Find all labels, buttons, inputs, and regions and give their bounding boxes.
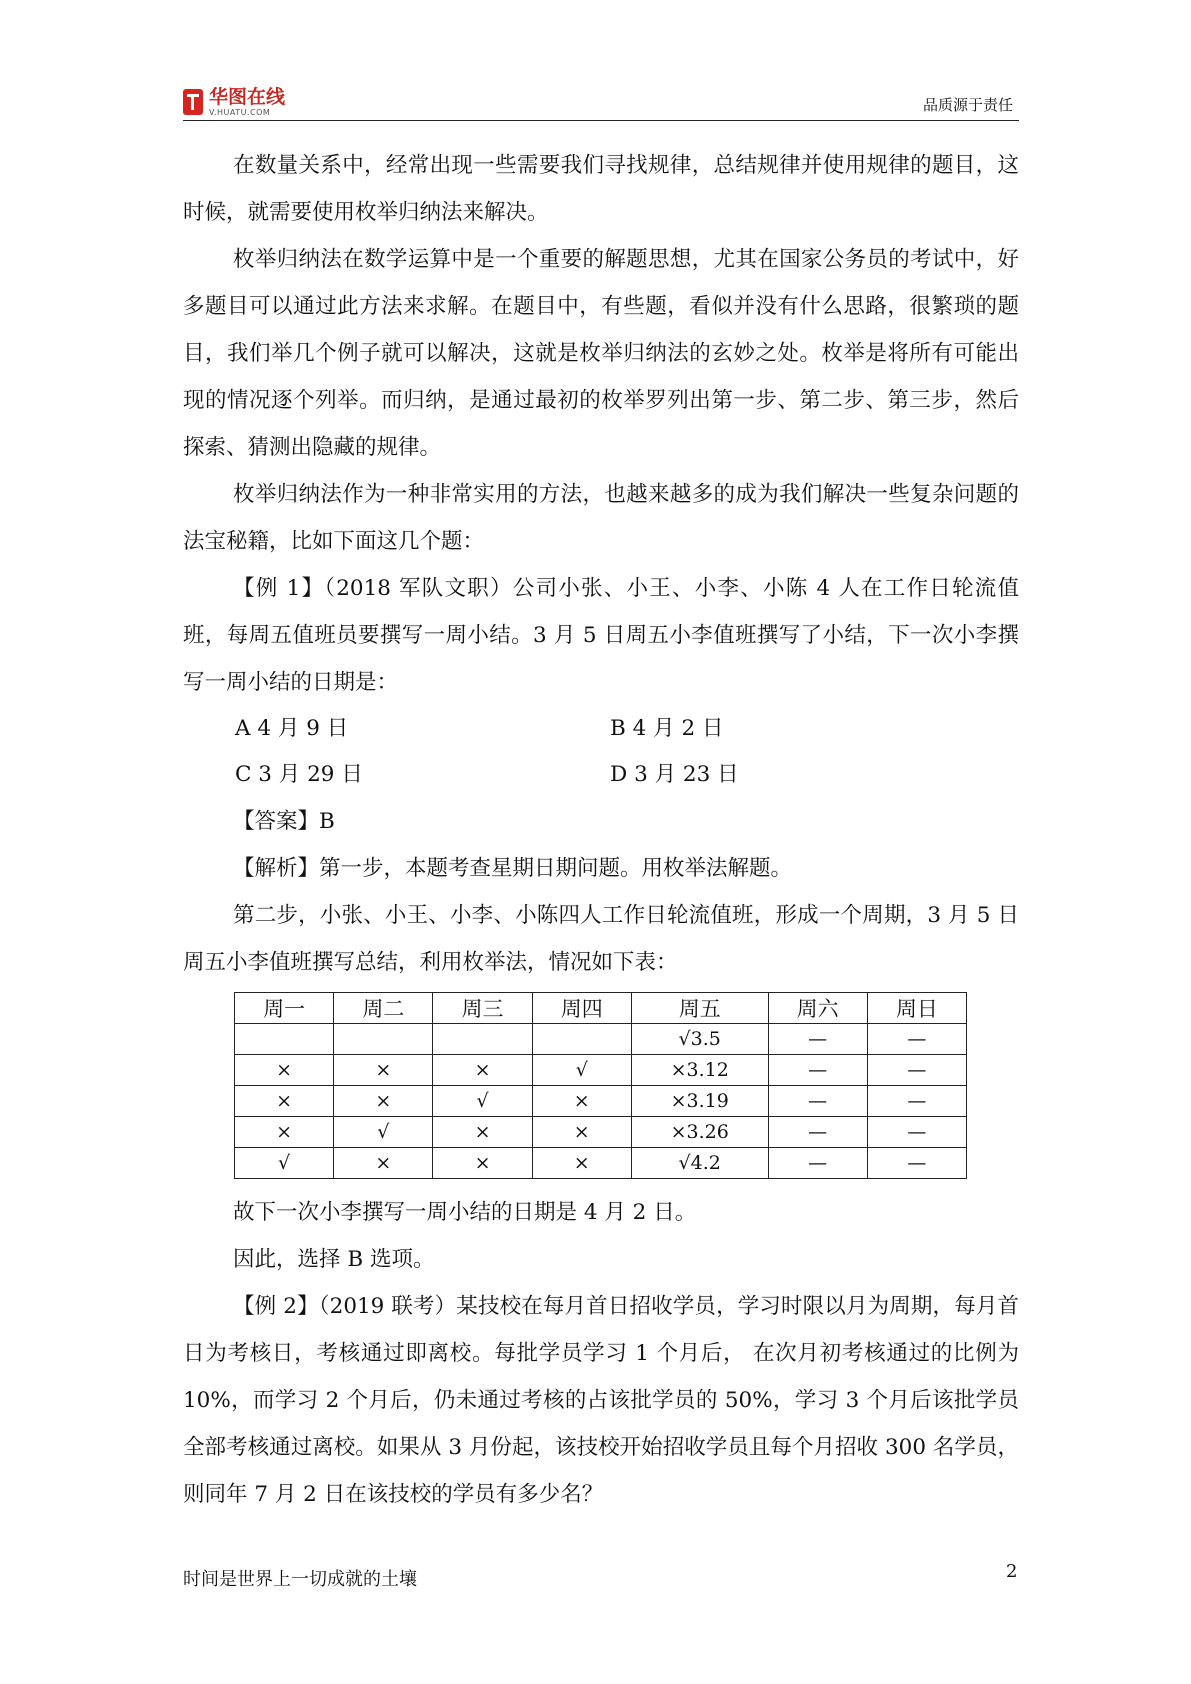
- table-cell: ×: [433, 1055, 532, 1086]
- table-cell: √: [433, 1086, 532, 1117]
- options-row-2: [183, 752, 1019, 798]
- huatu-logo: [183, 86, 285, 118]
- table-cell: —: [867, 1086, 966, 1117]
- table-cell: ×3.19: [631, 1086, 768, 1117]
- table-cell: ×3.12: [631, 1055, 768, 1086]
- logo-url: V.HUATU.COM: [209, 107, 271, 117]
- footer-motto: 时间是世界上一切成就的土壤: [183, 1569, 417, 1590]
- table-cell: —: [768, 1055, 867, 1086]
- table-cell: —: [867, 1117, 966, 1148]
- conclusion: 故下一次小李撰写一周小结的日期是 4 月 2 日。: [233, 1200, 697, 1225]
- table-header: 周六: [768, 993, 867, 1024]
- table-cell: ×: [334, 1148, 433, 1179]
- table-cell: [334, 1024, 433, 1055]
- weekday-table: [234, 992, 967, 1179]
- table-row: [235, 1086, 967, 1117]
- example1-question: 【例 1】（2018 军队文职）公司小张、小王、小李、小陈 4 人在工作日轮流值班，每周五值班员要撰写一周小结。3 月 5 日周五小李值班撰写了小结，下一次小李撰写一周小结的日期是：: [183, 576, 1019, 695]
- table-cell: ×: [334, 1055, 433, 1086]
- table-header-row: [235, 993, 967, 1024]
- table-header: 周一: [235, 993, 334, 1024]
- option-a: A 4 月 9 日: [235, 716, 349, 741]
- table-header: 周日: [867, 993, 966, 1024]
- table-cell: ×: [334, 1086, 433, 1117]
- table-cell: ×: [235, 1086, 334, 1117]
- table-cell: ×: [433, 1117, 532, 1148]
- table-cell: [532, 1024, 631, 1055]
- choice-statement: 因此，选择 B 选项。: [233, 1247, 435, 1272]
- table-cell: ×: [433, 1148, 532, 1179]
- table-cell: √3.5: [631, 1024, 768, 1055]
- table-header: 周四: [532, 993, 631, 1024]
- page-header: [183, 86, 1019, 121]
- table-header: 周三: [433, 993, 532, 1024]
- table-cell: ×: [532, 1117, 631, 1148]
- analysis-step1: 【解析】第一步，本题考查星期日期问题。用枚举法解题。: [233, 856, 793, 881]
- page-number: 2: [1006, 1561, 1018, 1582]
- huatu-logo-icon: [183, 89, 203, 115]
- method-paragraph: 枚举归纳法在数学运算中是一个重要的解题思想，尤其在国家公务员的考试中，好多题目可以通过此方法来求解。在题目中，有些题，看似并没有什么思路，很繁琐的题目，我们举几个例子就可以解决，这就是枚举归纳法的玄妙之处。枚举是将所有可能出现的情况逐个列举。而归纳，是通过最初的枚举罗列出第一步、第二步、第三步，然后探索、猜测出隐藏的规律。: [183, 247, 1019, 460]
- option-c: C 3 月 29 日: [235, 762, 363, 787]
- intro-paragraph: 在数量关系中，经常出现一些需要我们寻找规律，总结规律并使用规律的题目，这时候，就需要使用枚举归纳法来解决。: [183, 153, 1019, 225]
- table-cell: —: [768, 1148, 867, 1179]
- table-cell: [235, 1024, 334, 1055]
- table-cell: ×: [235, 1117, 334, 1148]
- header-slogan: 品质源于责任: [922, 96, 1013, 114]
- table-cell: √: [235, 1148, 334, 1179]
- table-header: 周五: [631, 993, 768, 1024]
- table-cell: ×3.26: [631, 1117, 768, 1148]
- table-header: 周二: [334, 993, 433, 1024]
- logo-text: 华图在线: [209, 85, 286, 108]
- table-row: [235, 1055, 967, 1086]
- table-cell: —: [768, 1086, 867, 1117]
- table-cell: ×: [235, 1055, 334, 1086]
- table-cell: —: [867, 1024, 966, 1055]
- option-b: B 4 月 2 日: [610, 716, 724, 741]
- answer: 【答案】B: [233, 809, 335, 834]
- table-cell: ×: [532, 1148, 631, 1179]
- table-cell: √: [532, 1055, 631, 1086]
- options-row-1: [183, 706, 1019, 752]
- usage-paragraph: 枚举归纳法作为一种非常实用的方法，也越来越多的成为我们解决一些复杂问题的法宝秘籍，比如下面这几个题：: [183, 482, 1019, 554]
- document-body: [183, 142, 1019, 1518]
- table-cell: —: [768, 1024, 867, 1055]
- table-cell: ×: [532, 1086, 631, 1117]
- table-cell: —: [867, 1055, 966, 1086]
- table-cell: —: [768, 1117, 867, 1148]
- table-row: [235, 1148, 967, 1179]
- example2-question: 【例 2】（2019 联考）某技校在每月首日招收学员，学习时限以月为周期，每月首日为考核日，考核通过即离校。每批学员学习 1 个月后， 在次月初考核通过的比例为 10%，而学习 2 个月后，仍未通过考核的占该批学员的 50%，学习 3 个月后该批学员全部考核通过离校。如果从 3 月份起，该技校开始招收学员且每个月招收 300 名学员，则同年 7 月 2 日在该技校的学员有多少名？: [183, 1294, 1019, 1507]
- table-cell: —: [867, 1148, 966, 1179]
- table-cell: √: [334, 1117, 433, 1148]
- table-row: [235, 1024, 967, 1055]
- option-d: D 3 月 23 日: [610, 762, 739, 787]
- analysis-step2: 第二步，小张、小王、小李、小陈四人工作日轮流值班，形成一个周期，3 月 5 日周五小李值班撰写总结，利用枚举法，情况如下表：: [183, 903, 1019, 975]
- table-cell: √4.2: [631, 1148, 768, 1179]
- table-row: [235, 1117, 967, 1148]
- table-cell: [433, 1024, 532, 1055]
